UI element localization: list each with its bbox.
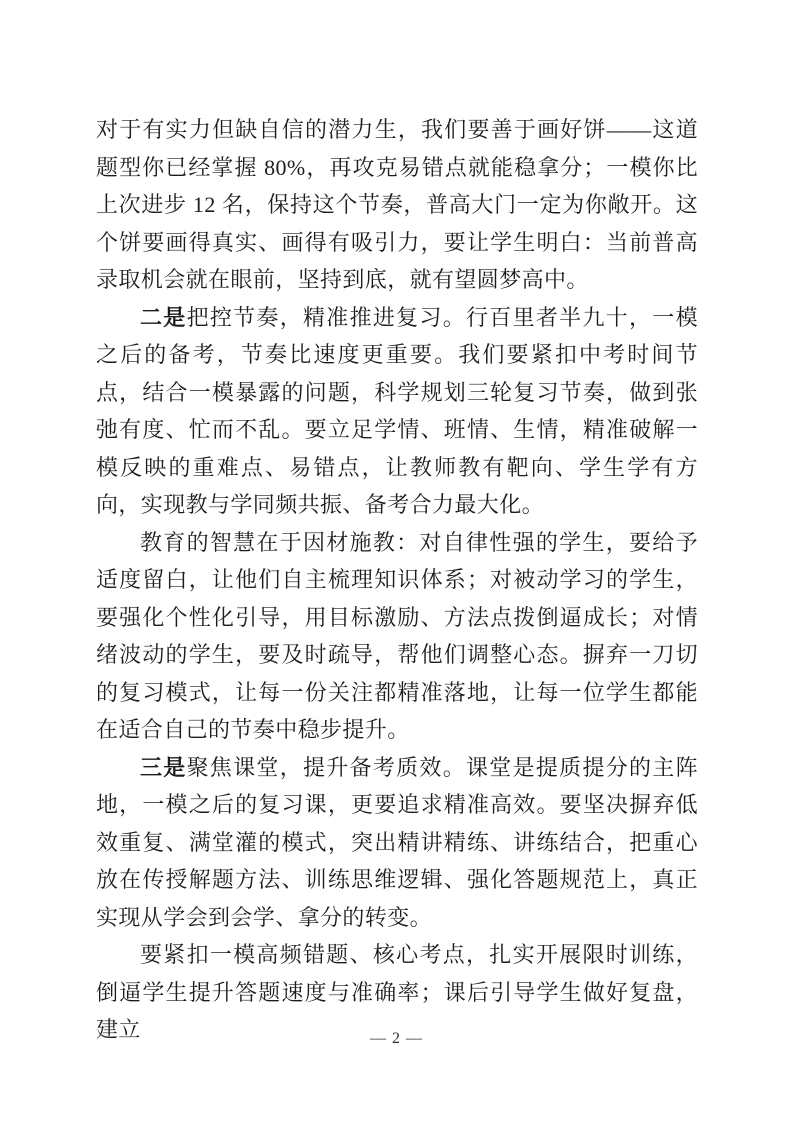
document-body: [96, 111, 698, 1049]
paragraph-text: 对于有实力但缺自信的潜力生，我们要善于画好饼——这道题型你已经掌握 80%，再攻克易错点就能稳拿分；一模你比上次进步 12 名，保持这个节奏，普高大门一定为你敞开。这个饼要画得真实、画得有吸引力，要让学生明白：当前普高录取机会就在眼前，坚持到底，就有望圆梦高中。: [96, 117, 698, 292]
paragraph-text: 把控节奏，精准推进复习。行百里者半九十，一模之后的备考，节奏比速度更重要。我们要紧扣中考时间节点，结合一模暴露的问题，科学规划三轮复习节奏，做到张弛有度、忙而不乱。要立足学情、班情、生情，精准破解一模反映的重难点、易错点，让教师教有靶向、学生学有方向，实现教与学同频共振、备考合力最大化。: [96, 304, 698, 517]
page-number: — 2 —: [370, 1030, 423, 1047]
paragraph: [96, 299, 698, 524]
paragraph: [96, 524, 698, 749]
paragraph-text: 聚焦课堂，提升备考质效。课堂是提质提分的主阵地，一模之后的复习课，更要追求精准高效。要坚决摒弃低效重复、满堂灌的模式，突出精讲精练、讲练结合，把重心放在传授解题方法、训练思维逻辑、强化答题规范上，真正实现从学会到会学、拿分的转变。: [96, 754, 698, 930]
paragraph-lead: 三是: [140, 754, 187, 780]
paragraph: [96, 749, 698, 937]
paragraph-text: 教育的智慧在于因材施教：对自律性强的学生，要给予适度留白，让他们自主梳理知识体系；对被动学习的学生，要强化个性化引导，用目标激励、方法点拨倒逼成长；对情绪波动的学生，要及时疏导，帮他们调整心态。摒弃一刀切的复习模式，让每一份关注都精准落地，让每一位学生都能在适合自己的节奏中稳步提升。: [96, 529, 698, 742]
paragraph-text: 要紧扣一模高频错题、核心考点，扎实开展限时训练，倒逼学生提升答题速度与准确率；课后引导学生做好复盘，建立: [96, 942, 698, 1042]
paragraph-lead: 二是: [140, 304, 187, 330]
paragraph: [96, 111, 698, 299]
